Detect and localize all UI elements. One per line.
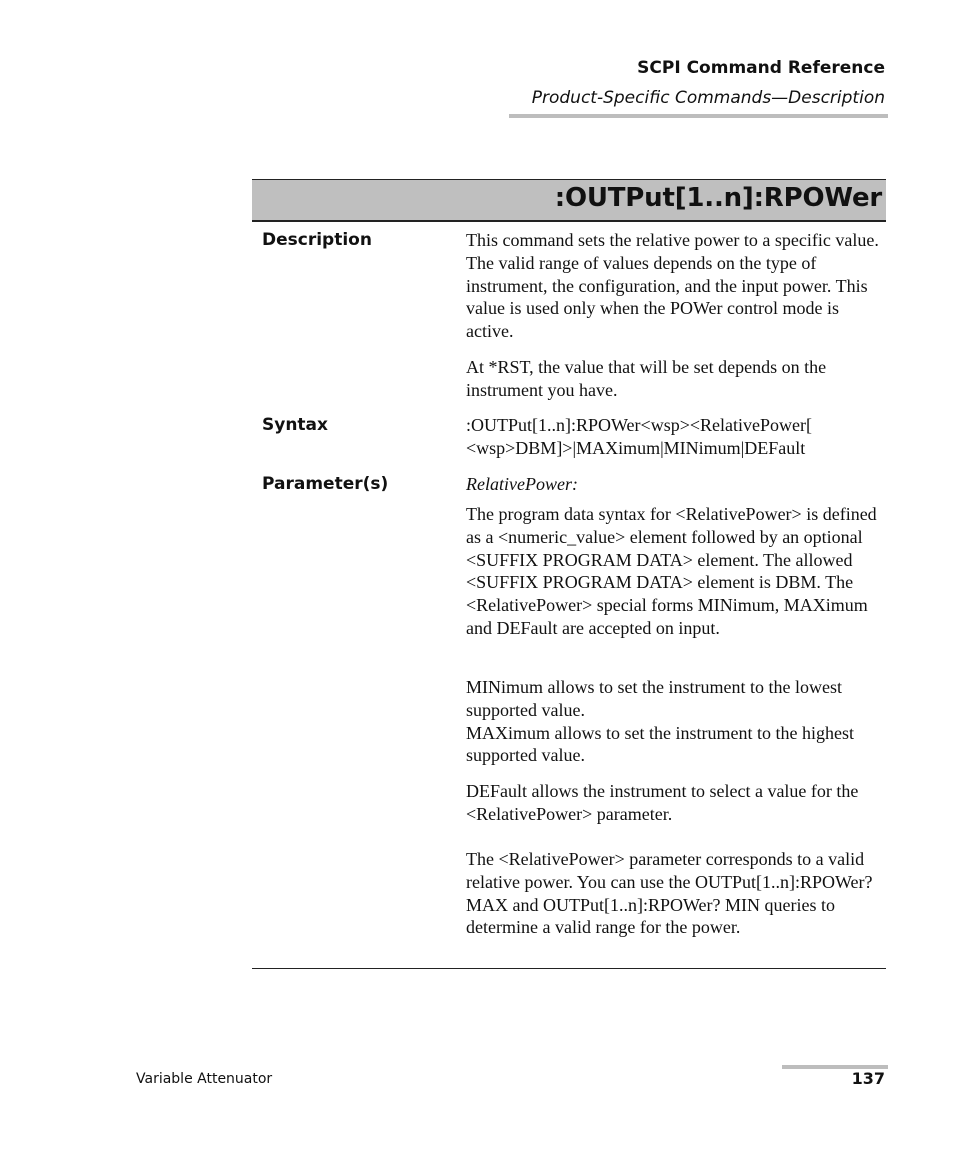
parameter-name-block bbox=[466, 473, 884, 496]
description-content bbox=[466, 229, 884, 343]
parameter-default-block bbox=[466, 780, 884, 826]
page-number: 137 bbox=[851, 1069, 885, 1088]
header-divider bbox=[509, 114, 888, 118]
parameter-minmax-block bbox=[466, 676, 884, 767]
parameter-syntax-block bbox=[466, 503, 884, 640]
table-bottom-rule bbox=[252, 968, 886, 969]
description-label: Description bbox=[262, 230, 372, 250]
parameters-label: Parameter(s) bbox=[262, 474, 389, 494]
description-content-rst bbox=[466, 356, 884, 402]
parameter-range-block bbox=[466, 848, 884, 939]
running-header-subtitle: Product-Specific Commands—Description bbox=[531, 88, 885, 108]
command-title-bar bbox=[252, 179, 886, 222]
running-header-title: SCPI Command Reference bbox=[637, 58, 885, 78]
syntax-line-1: :OUTPut[1..n]:RPOWer<wsp><RelativePower[ bbox=[466, 415, 812, 435]
parameter-paragraph-minimum: MINimum allows to set the instrument to the lowest supported value. bbox=[466, 677, 842, 720]
parameter-paragraph-default: DEFault allows the instrument to select a value for the <RelativePower> parameter. bbox=[466, 781, 859, 824]
parameter-paragraph-range: The <RelativePower> parameter corresponds to a valid relative power. You can use the OUTPut[1..n]:RPOWer? MAX and OUTPut[1..n]:RPOWer? MIN queries to determine a valid range for the power. bbox=[466, 849, 873, 938]
syntax-line-2: <wsp>DBM]>|MAXimum|MINimum|DEFault bbox=[466, 437, 806, 458]
command-title: :OUTPut[1..n]:RPOWer bbox=[554, 183, 882, 213]
syntax-label: Syntax bbox=[262, 415, 328, 435]
parameter-paragraph-maximum: MAXimum allows to set the instrument to the highest supported value. bbox=[466, 722, 854, 766]
description-paragraph: At *RST, the value that will be set depends on the instrument you have. bbox=[466, 357, 827, 400]
parameter-paragraph: The program data syntax for <RelativePower> is defined as a <numeric_value> element followed by an optional <SUFFIX PROGRAM DATA> element. The allowed <SUFFIX PROGRAM DATA> element is DBM. The <RelativePower> special forms MINimum, MAXimum and DEFault are accepted on input. bbox=[466, 504, 877, 638]
parameter-name: RelativePower: bbox=[466, 474, 578, 494]
syntax-content bbox=[466, 414, 896, 460]
description-paragraph: This command sets the relative power to a specific value. The valid range of values depends on the type of instrument, the configuration, and the input power. This value is used only when the POWer control mode is active. bbox=[466, 230, 879, 342]
footer-product-name: Variable Attenuator bbox=[136, 1071, 273, 1087]
